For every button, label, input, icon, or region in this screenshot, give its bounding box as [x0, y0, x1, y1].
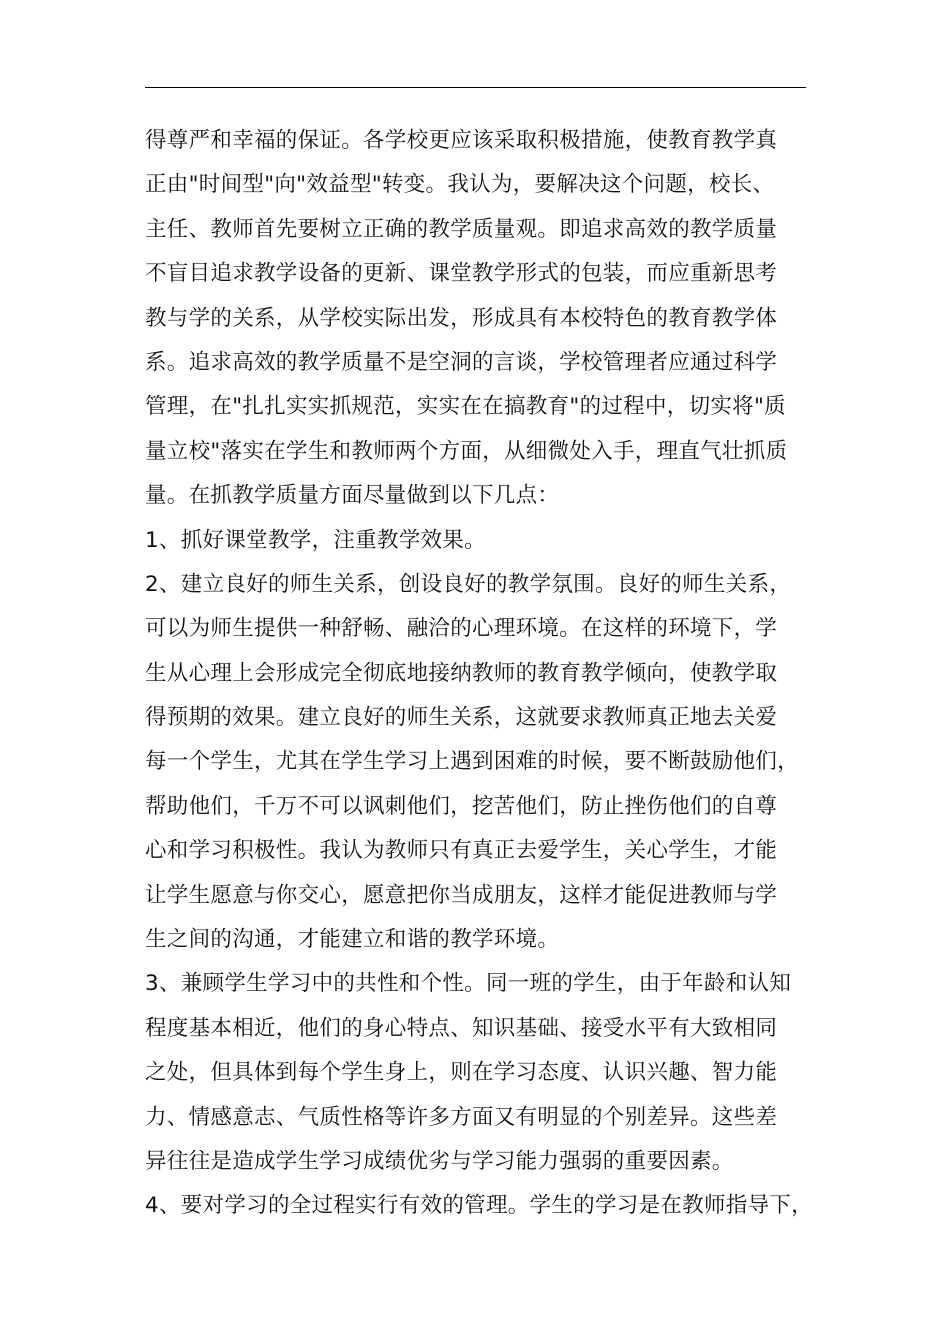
text-line: 不盲目追求教学设备的更新、课堂教学形式的包装，而应重新思考	[145, 261, 778, 287]
text-line: 让学生愿意与你交心，愿意把你当成朋友，这样才能促进教师与学	[145, 882, 778, 908]
text-line: 每一个学生，尤其在学生学习上遇到困难的时候，要不断鼓励他们，	[145, 749, 800, 775]
text-line: 主任、教师首先要树立正确的教学质量观。即追求高效的教学质量	[145, 216, 778, 242]
text-line: 得尊严和幸福的保证。各学校更应该采取积极措施，使教育教学真	[145, 128, 778, 153]
text-line: 力、情感意志、气质性格等许多方面又有明显的个别差异。这些差	[145, 1104, 778, 1130]
text-line: 程度基本相近，他们的身心特点、知识基础、接受水平有大致相同	[145, 1015, 778, 1041]
header-rule	[145, 87, 806, 88]
text-line: 管理，在"扎扎实实抓规范，实实在在搞教育"的过程中，切实将"质	[145, 394, 786, 420]
text-line: 心和学习积极性。我认为教师只有真正去爱学生，关心学生，才能	[145, 838, 778, 864]
text-line: 异往往是造成学生学习成绩优劣与学习能力强弱的重要因素。	[145, 1148, 734, 1174]
text-line: 量。在抓教学质量方面尽量做到以下几点：	[145, 483, 560, 509]
body-text	[145, 119, 821, 1229]
text-line: 正由"时间型"向"效益型"转变。我认为，要解决这个问题，校长、	[145, 172, 775, 198]
list-item-1: 1、抓好课堂教学，注重教学效果。	[145, 527, 486, 553]
list-item-2: 2、建立良好的师生关系，创设良好的教学氛围。良好的师生关系，	[145, 571, 792, 597]
list-item-3: 3、兼顾学生学习中的共性和个性。同一班的学生，由于年龄和认知	[145, 971, 792, 997]
text-line: 系。追求高效的教学质量不是空洞的言谈，学校管理者应通过科学	[145, 349, 778, 375]
text-line: 量立校"落实在学生和教师两个方面，从细微处入手，理直气壮抓质	[145, 438, 788, 464]
text-line: 生从心理上会形成完全彻底地接纳教师的教育教学倾向，使教学取	[145, 660, 778, 686]
text-line: 之处，但具体到每个学生身上，则在学习态度、认识兴趣、智力能	[145, 1060, 778, 1086]
text-line: 帮助他们，千万不可以讽刺他们，挖苦他们，防止挫伤他们的自尊	[145, 793, 778, 819]
list-item-4: 4、要对学习的全过程实行有效的管理。学生的学习是在教师指导下，	[145, 1193, 813, 1219]
text-line: 教与学的关系，从学校实际出发，形成具有本校特色的教育教学体	[145, 305, 778, 331]
text-line: 可以为师生提供一种舒畅、融洽的心理环境。在这样的环境下，学	[145, 616, 778, 642]
text-line: 生之间的沟通，才能建立和谐的教学环境。	[145, 927, 560, 953]
text-line: 得预期的效果。建立良好的师生关系，这就要求教师真正地去关爱	[145, 705, 778, 731]
